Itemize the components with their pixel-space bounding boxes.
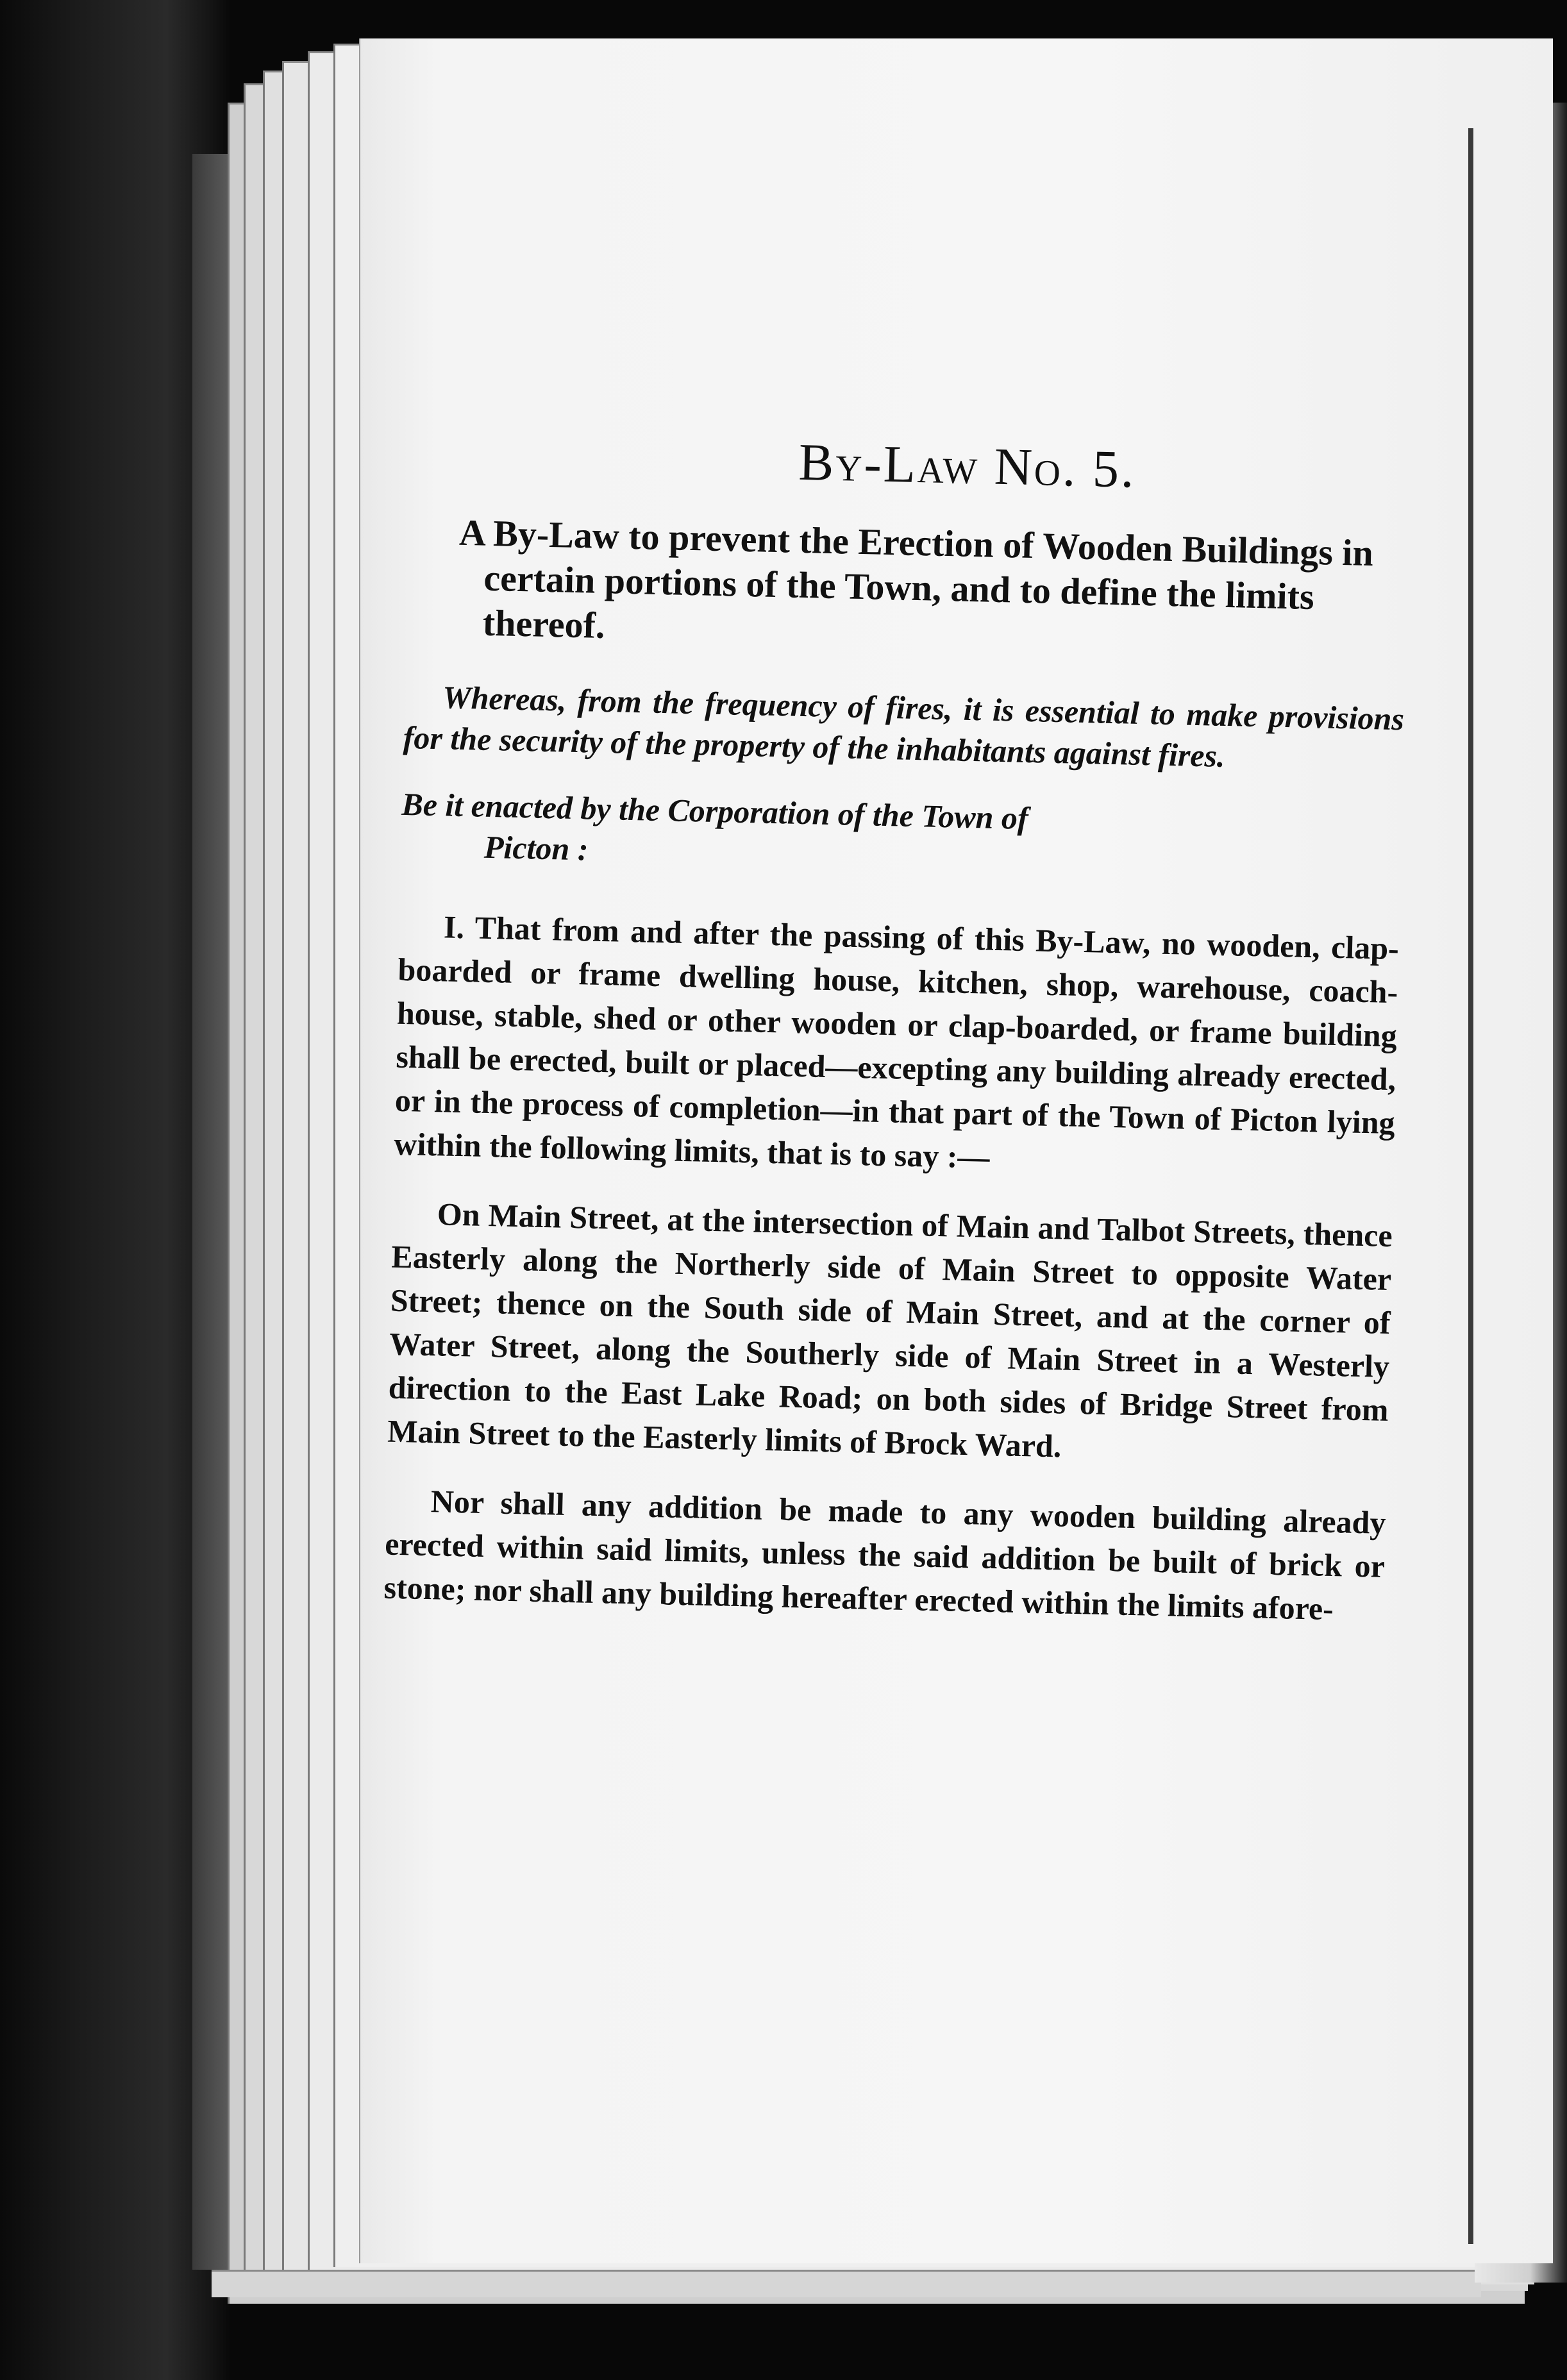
page-gutter-line: [1468, 128, 1473, 2244]
preamble: Whereas, from the frequency of fires, it is essential to make provisions for the security of the property of the inhabitants against fires.: [403, 679, 1405, 774]
bylaw-title: By-Law No. 5.: [798, 432, 1137, 499]
paragraph: On Main Street, at the intersection of Main and Talbot Streets, thence Easterly along the Northerly side of Main Street to opposite Water Street; thence on the South side of Main Street, and at the corner of Water Street, along the Southerly side of Main Street in a Westerly direction to the East Lake Road; on both sides of Bridge Street from Main Street to the Easterly limits of Brock Ward.: [387, 1196, 1393, 1464]
enactment-line-2: Picton :: [483, 828, 589, 867]
enactment-clause: [400, 784, 1402, 888]
bylaw-subtitle: A By-Law to prevent the Erection of Wooden Buildings in certain portions of the Town, and to define the limits thereof.: [458, 511, 1374, 646]
paragraph: Nor shall any addition be made to any wooden building already erected within said limits, unless the said addition be built of brick or stone; nor shall any building hereafter erected within the limits afore-: [383, 1483, 1387, 1627]
bottom-page-edges: [212, 2270, 1481, 2297]
enactment-line-1: Be it enacted by the Corporation of the Town of: [401, 785, 1029, 837]
paragraph: I. That from and after the passing of this By-Law, no wooden, clap-boarded or frame dwelling house, kitchen, shop, warehouse, coach-house, stable, shed or other wooden or clap-boarded, or frame building shall be erected, built or placed—excepting any building already erected, or in the process of completion—in that part of the Town of Picton lying within the following limits, that is to say :—: [393, 909, 1400, 1175]
page-content: [383, 423, 1410, 1657]
